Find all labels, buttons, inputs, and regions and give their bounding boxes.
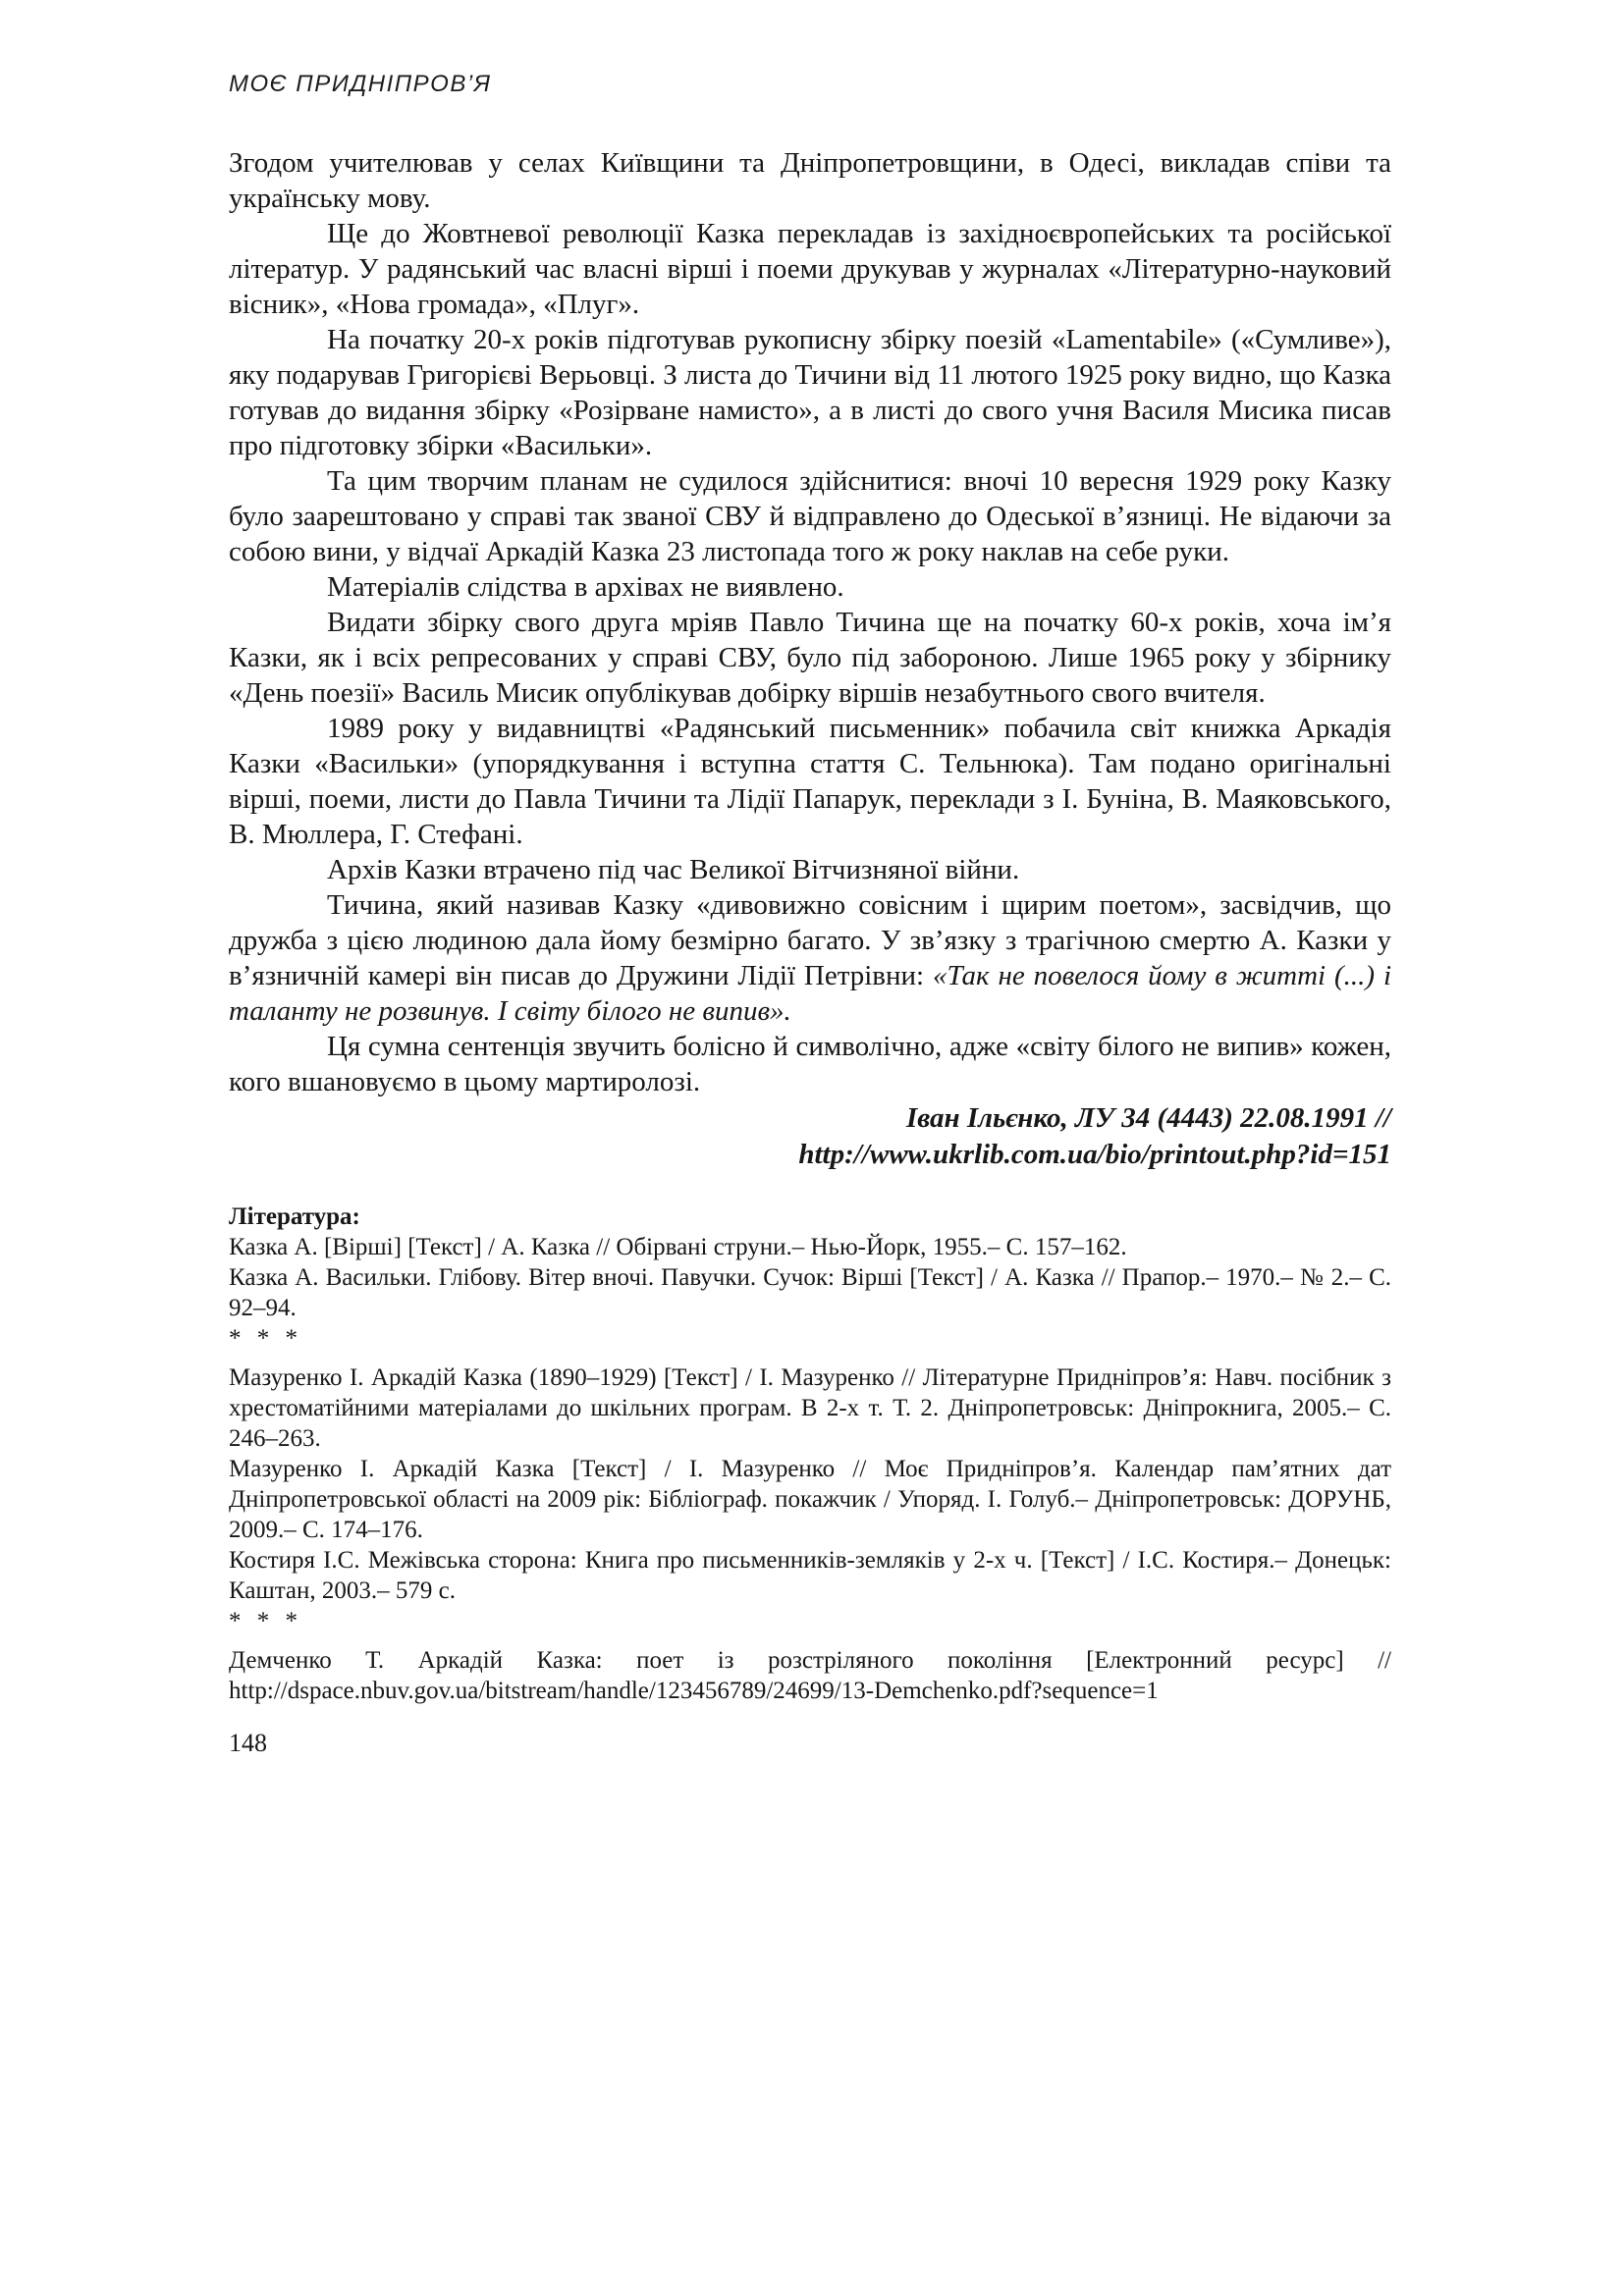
paragraph-with-quote bbox=[229, 887, 1391, 1029]
attribution-author-line: Іван Ільєнко, ЛУ 34 (4443) 22.08.1991 // bbox=[905, 1102, 1391, 1134]
paragraph: 1989 року у видавництві «Радянський письменник» побачила світ книжка Аркадія Казки «Васильки» (упорядкування і вступна стаття С. Тельнюка). Там подано оригінальні вірші, поеми, листи до Павла Тичини та Лідії Папарук, переклади з І. Буніна, В. Маяковського, В. Мюллера, Г. Стефані. bbox=[229, 713, 1391, 850]
paragraph: Архів Казки втрачено під час Великої Вітчизняної війни. bbox=[327, 854, 1020, 885]
attribution-url-line: http://www.ukrlib.com.ua/bio/printout.php?id=151 bbox=[798, 1139, 1391, 1170]
paragraph: Ця сумна сентенція звучить болісно й символічно, адже «світу білого не випив» кожен, кого вшановуємо в цьому мартиролозі. bbox=[229, 1031, 1391, 1097]
page-number: 148 bbox=[229, 1729, 267, 1757]
bibliography-separator: * * * bbox=[229, 1325, 302, 1352]
paragraph: Та цим творчим планам не судилося здійснитися: вночі 10 вересня 1929 року Казку було заарештовано у справі так званої СВУ й відправлено до Одеської в’язниці. Не відаючи за собою вини, у відчаї Аркадій Казка 23 листопада того ж року наклав на себе руки. bbox=[229, 465, 1391, 567]
running-header: МОЄ ПРИДНІПРОВ’Я bbox=[229, 71, 492, 97]
bibliography-section bbox=[229, 1201, 1391, 1706]
paragraph: Видати збірку свого друга мріяв Павло Тичина ще на початку 60-х років, хоча ім’я Казки, як і всіх репресованих у справі СВУ, було під забороною. Лише 1965 року у збірнику «День поезії» Василь Мисик опублікував добірку віршів незабутнього свого вчителя. bbox=[229, 607, 1391, 709]
paragraph-continuation: Згодом учителював у селах Київщини та Дніпропетровщини, в Одесі, викладав співи та українську мову. bbox=[229, 147, 1391, 214]
bibliography-entry: Мазуренко І. Аркадій Казка [Текст] / І. Мазуренко // Моє Придніпров’я. Календар пам’ятних дат Дніпропетровської області на 2009 рік: Бібліограф. покажчик / Упоряд. І. Голуб.– Дніпропетровськ: ДОРУНБ, 2009.– С. 174–176. bbox=[229, 1456, 1391, 1543]
article-body bbox=[229, 145, 1391, 1099]
paragraph: Матеріалів слідства в архівах не виявлено. bbox=[327, 571, 844, 603]
source-attribution bbox=[229, 1100, 1391, 1173]
bibliography-separator: * * * bbox=[229, 1608, 302, 1634]
quote-lead-text: Тичина, який називав Казку «дивовижно совісним і щирим поетом», засвідчив, що дружба з цією людиною дала йому безмірно багато. У зв’язку з трагічною смертю А. Казки у в’язничній камері він писав до Дружини Лідії Петрівни: bbox=[229, 889, 1391, 991]
quoted-letter-text: «Так не повелося йому в житті (...) і таланту не розвинув. І світу білого не випив». bbox=[229, 960, 1391, 1027]
bibliography-entry: Демченко Т. Аркадій Казка: поет із розстріляного покоління [Електронний ресурс] // http://dspace.nbuv.gov.ua/bitstream/handle/123456789/24699/13-Demchenko.pdf?sequence=1 bbox=[229, 1647, 1391, 1704]
bibliography-heading: Література: bbox=[229, 1203, 360, 1230]
bibliography-entry: Казка А. [Вірші] [Текст] / А. Казка // Обірвані струни.– Нью-Йорк, 1955.– С. 157–162. bbox=[229, 1234, 1127, 1260]
paragraph: На початку 20-х років підготував рукописну збірку поезій «Lamentabile» («Сумливе»), яку подарував Григорієві Верьовці. З листа до Тичини від 11 лютого 1925 року видно, що Казка готував до видання збірку «Розірване намисто», а в листі до свого учня Василя Мисика писав про підготовку збірки «Васильки». bbox=[229, 324, 1391, 461]
paragraph: Ще до Жовтневої революції Казка перекладав із західноєвропейських та російської літератур. У радянський час власні вірші і поеми друкував у журналах «Літературно-науковий вісник», «Нова громада», «Плуг». bbox=[229, 218, 1391, 320]
bibliography-entry: Мазуренко І. Аркадій Казка (1890–1929) [Текст] / І. Мазуренко // Літературне Придніпров’я: Навч. посібник з хрестоматійними матеріалами до шкільних програм. В 2-х т. Т. 2. Дніпропетровськ: Дніпрокнига, 2005.– С. 246–263. bbox=[229, 1364, 1391, 1452]
bibliography-entry: Костиря І.С. Межівська сторона: Книга про письменників-земляків у 2-х ч. [Текст] / І.С. Костиря.– Донецьк: Каштан, 2003.– 579 с. bbox=[229, 1547, 1391, 1604]
bibliography-entry: Казка А. Васильки. Глібову. Вітер вночі. Павучки. Сучок: Вірші [Текст] / А. Казка // Прапор.– 1970.– № 2.– С. 92–94. bbox=[229, 1264, 1391, 1321]
